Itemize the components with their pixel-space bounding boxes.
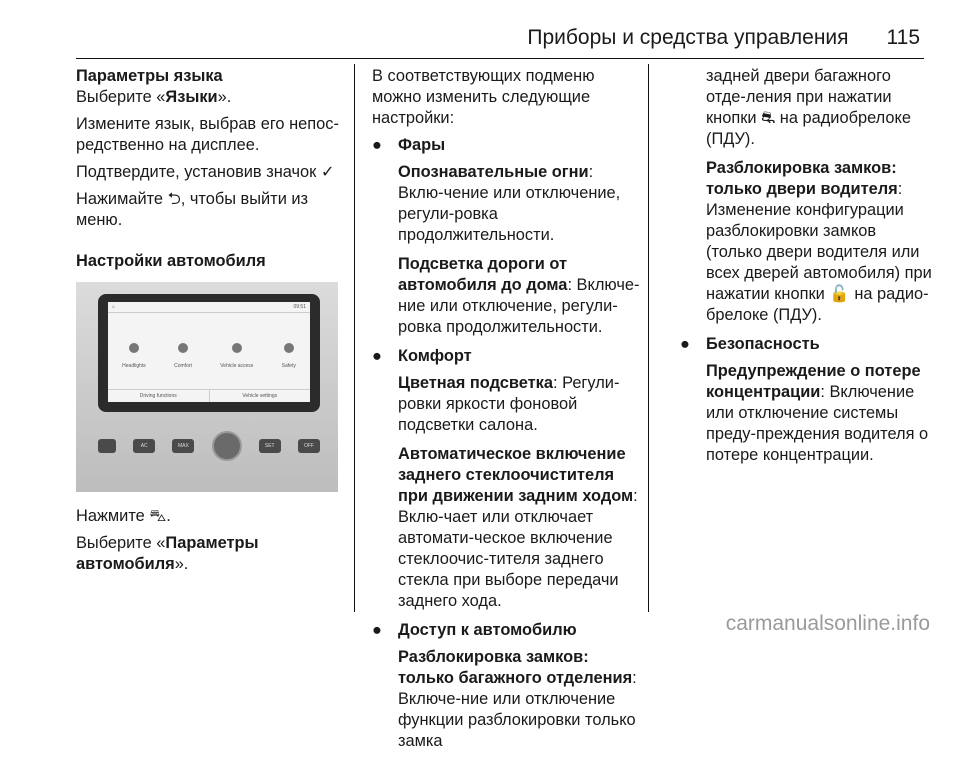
screen-tabs <box>108 389 310 402</box>
safety-menu-item: Safety <box>282 343 296 377</box>
option-unlock-tailgate: Разблокировка замков: только багажного отделения: Включе-ние или отключение функции разблокировки только замка <box>398 648 637 750</box>
set-button: SET <box>259 439 281 453</box>
safety-options <box>680 361 932 466</box>
vehicle-access-options <box>372 647 640 752</box>
comfort-icon <box>178 343 188 353</box>
vehicle-settings-heading: Настройки автомобиля <box>76 252 266 270</box>
console-buttons <box>98 432 320 460</box>
option-unlock-tailgate-cont: задней двери багажного отде-ления при нажатии кнопки ⛐ на радиобрелоке (ПДУ). <box>706 67 911 148</box>
screen-status-bar <box>108 302 310 313</box>
column-3 <box>680 66 932 474</box>
vehicle-access-menu-item: Vehicle access <box>220 343 253 377</box>
column-2 <box>372 66 640 760</box>
screen-time: 09:51 <box>293 303 306 310</box>
submenu-intro: В соответствующих подменю можно изменить следующие настройки: <box>372 67 595 127</box>
page-header <box>0 26 920 56</box>
ac-button: AC <box>133 439 155 453</box>
option-drowsiness-alert: Предупреждение о потере концентрации: Включение или отключение системы преду-преждения водителя о потере концентрации. <box>706 362 929 464</box>
language-exit-text: Нажимайте ⮌, чтобы выйти из меню. <box>76 190 309 229</box>
hazard-button-icon <box>98 439 116 453</box>
bullet-icon: ● <box>372 347 382 365</box>
option-ambient-lighting: Цветная подсветка: Регули-ровки яркости фоновой подсветки салона. <box>398 374 620 434</box>
language-confirm-text: Подтвердите, установив значок ✓ <box>76 163 335 181</box>
volume-knob-icon <box>212 431 242 461</box>
option-unlock-driver-door: Разблокировка замков: только двери водителя: Изменение конфигурации разблокировки замков (только двери водителя или всех дверей автомобиля) при нажатии кнопки 🔓 на радио-брелоке (ПДУ). <box>706 159 932 324</box>
language-settings-heading: Параметры языка <box>76 67 223 85</box>
column-divider-1 <box>354 64 355 612</box>
option-rear-wiper: Автоматическое включение заднего стеклоочистителя при движении задним ходом: Вклю-чает или отключает автомати-ческое включение стеклоочис-тителя заднего стекла при выборе передачи заднего хода. <box>398 445 638 610</box>
bullet-safety: ● Безопасность <box>680 335 820 353</box>
language-change-text: Измените язык, выбрав его непос-редственно на дисплее. <box>76 115 339 154</box>
headlights-icon <box>129 343 139 353</box>
headlights-menu-item: Headlights <box>122 343 146 377</box>
comfort-options <box>372 373 640 612</box>
headlights-options <box>372 162 640 338</box>
page-number: 115 <box>886 26 920 49</box>
screen-menu-icons <box>108 313 310 377</box>
column-divider-2 <box>648 64 649 612</box>
watermark: carmanualsonline.info <box>725 612 930 635</box>
bullet-vehicle-access: ● Доступ к автомобилю <box>372 621 577 639</box>
bullet-icon: ● <box>680 335 690 353</box>
bullet-icon: ● <box>372 621 382 639</box>
header-rule <box>76 58 924 59</box>
bullet-headlights: ● Фары <box>372 136 446 154</box>
press-instruction: Нажмите ⛍. <box>76 507 171 525</box>
select-vehicle-settings-text: Выберите «Параметры автомобиля». <box>76 534 259 573</box>
vehicle-access-icon <box>232 343 242 353</box>
max-button: MAX <box>172 439 194 453</box>
tab-driving-functions: Driving functions <box>139 393 177 399</box>
display-screen <box>108 302 310 402</box>
language-select-text: Выберите «Языки». <box>76 88 232 106</box>
infotainment-photo <box>76 282 338 492</box>
bullet-comfort: ● Комфорт <box>372 347 472 365</box>
off-button: OFF <box>298 439 320 453</box>
vehicle-access-options-cont <box>680 66 932 326</box>
option-path-lighting: Подсветка дороги от автомобиля до дома: Включе-ние или отключение, регули-ровка продолжительности. <box>398 255 640 336</box>
safety-icon <box>284 343 294 353</box>
comfort-menu-item: Comfort <box>174 343 192 377</box>
home-icon: ⌂ <box>112 303 116 310</box>
page-title: Приборы и средства управления <box>527 26 849 49</box>
tab-vehicle-settings: Vehicle settings <box>209 390 311 402</box>
column-1 <box>76 66 344 581</box>
bullet-icon: ● <box>372 136 382 154</box>
option-identification-lights: Опознавательные огни: Вклю-чение или отключение, регули-ровка продолжительности. <box>398 163 621 244</box>
